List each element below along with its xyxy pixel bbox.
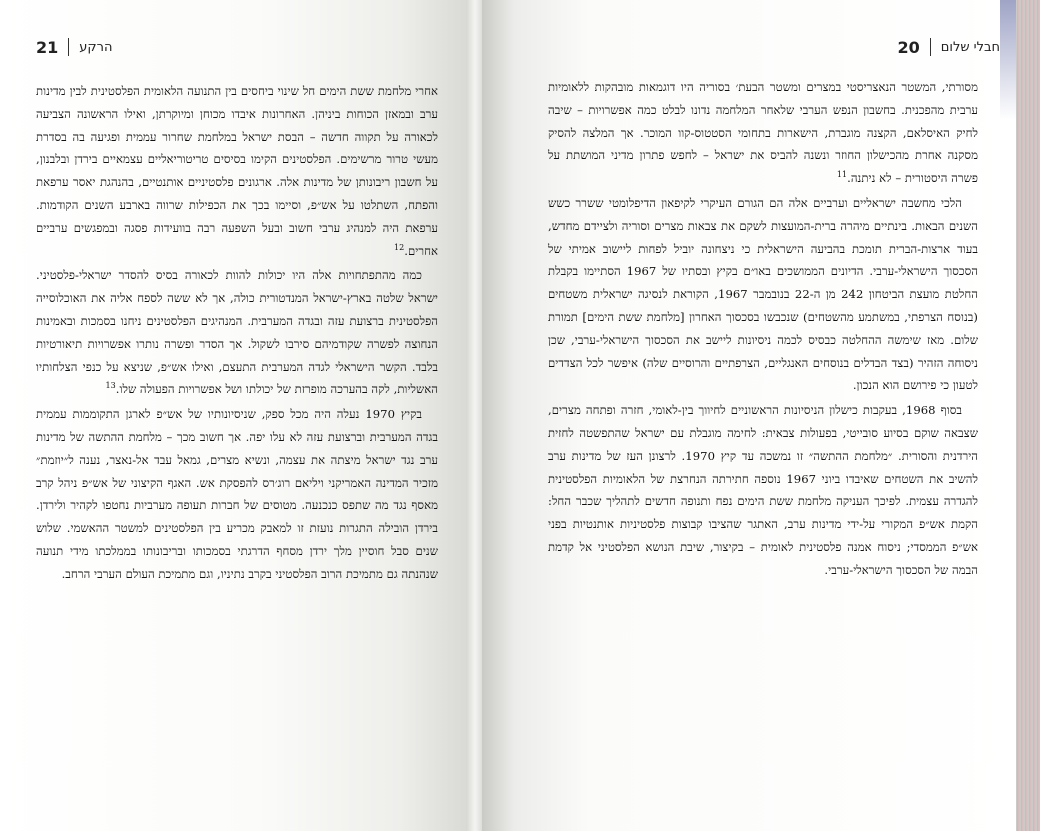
- running-title: חבלי שלום: [940, 39, 1000, 55]
- paragraph: כמה מהתפתחויות אלה היו יכולות להוות לכאורה בסיס להסדר ישראלי-פלסטיני. ישראל שלטה בארץ-ישראל המנדטורית כולה, אך לא ששה לספח אליה את האוכלוסייה הפלסטינית ברצועת עזה ובגדה המערבית. המנהיגים הפלסטינים ניחנו בסמכות ובאמינות הנחוצה לפשרה שקודמיהם סירבו לשקול. אך הסדר ופשרה נותרו אפשרויות תיאורטיות בלבד. הקשר הישראלי לגדה המערבית התעצם, ואילו אש״פ, שניצא על כנפי הצלחותיו האשליות, לקה בהערכה מופרזת של יכולתו ושל אפשרויות הפעולה שלו.$^{13}$: [36, 268, 438, 397]
- left-page-header: [36, 34, 236, 60]
- paragraph: מסורתי, המשטר הנאצריסטי במצרים ומשטר הבעת׳ בסוריה היו דוגמאות מובהקות ללאומיות ערבית מהפכנית. בחשבון הנפש הערבי שלאחר המלחמה נדונו לבלט כמה אפשרויות – שיבה לחיק האיסלאם, הקצנה מוגברת, הישארות בתחומי הסטטוס-קוו המוכר. אך המלצה להסיק מסקנה אחרת מהכישלון החוזר ונשנה להביס את ישראל – לחפש פתרון מדיני המושתת על פשרה היסטורית – לא ניתנה.$^{11}$: [548, 80, 978, 186]
- header-divider: [68, 38, 69, 56]
- page-number: 21: [36, 37, 59, 57]
- paragraph: אחרי מלחמת ששת הימים חל שינוי ביחסים בין התנועה הלאומית הפלסטינית לבין מדינות ערב ובמאזן הכוחות ביניהן. האחרונות איבדו מכוחן ומיוקרתן, ואילו הראשונה הצביעה לכאורה על תקווה חדשה – הבסת ישראל במלחמת שחרור עממית ופגיעה בה בסדרת מעשי טרור מרשימים. הפלסטינים הקימו בסיסים טריטוריאליים עצמאיים בירדן ובלבנון, על חשבון ריבונותן של מדינות אלה. ארגונים פלסטיניים אותנטיים, בהנהגת יאסר ערפאת והפתח, השתלטו על אש״פ, וסיימו בכך את הכפילות שרווה בארבע השנים הקודמות. ערפאת היה למנהיג ערבי חשוב ובעל השפעה רבה בוועידות פסגה ובמפגשים ערביים אחרים.$^{12}$: [36, 84, 438, 258]
- paragraph: בקיץ 1970 נעלה היה מכל ספק, שניסיונותיו של אש״פ לארגן התקוממות עממית בגדה המערבית וברצועת עזה לא עלו יפה. אך חשוב מכך – מלחמת ההתשה של מדינות ערב נגד ישראל מיצתה את עצמה, ונשיא מצרים, גמאל עבד אל-נאצר, נענה ל״יוזמת״ מזכיר המדינה האמריקני ויליאם רוג׳רס להפסקת אש. האגף הקיצוני של אש״פ ניהל קרב מאסף נגד מה שתפס כנכנעה. מטוסים של חברות תעופה מערביות נחטפו לקהיר ולירדן. בירדן הובילה התגרות נועזת זו למאבק מכריע בין הפלסטינים למשטר ההאשמי. שלוש שנים סבל חוסיין מלך ירדן מסחף הדרגתי בסמכותו ובריבונותו בממלכתו מידי תנועה שנהנתה גם מתמיכת הרוב הפלסטיני בקרב נתיניו, וגם מתמיכת העולם הערבי הרחב.: [36, 407, 438, 581]
- footnote-ref: 11: [836, 170, 848, 180]
- page-number: 20: [897, 37, 920, 57]
- paragraph: הלכי מחשבה ישראליים וערביים אלה הם הגורם העיקרי לקיפאון הדיפלומטי ששרר כשש השנים הבאות. בינתיים מיהרה ברית-המועצות לשקם את צבאות מצרים וסוריה ולציידם מחדש, בעוד ארצות-הברית תומכת בהביעה הישראלית כי ניצחונה יוביל לפחות ליישוב אמיתי של הסכסוך הישראלי-ערבי. הדיונים הממושכים באו״ם בקיץ ובסתיו של 1967 הסתיימו בקבלת החלטת מועצת הביטחון 242 מן ה-22 בנובמבר 1967, הקוראת לנסיגה ישראלית משטחים (בנוסח הצרפתי, במשתמע מהשטחים) שנכבשו בסכסוך האחרון [מלחמת ששת הימים] תמורת שלום. מאז שימשה ההחלטה כבסיס לכמה ניסיונות ליישב את הסכסוך הישראלי-ערבי, שכן ניסוחה הזהיר (בצד הבדלים בנוסחים האנגליים, הצרפתיים והרוסיים שלה) איפשר לכל הצדדים לטעון כי פירושם הוא הנכון.: [548, 195, 979, 393]
- running-title: הרקע: [79, 39, 113, 55]
- right-page-header: [800, 34, 1000, 60]
- left-page: [0, 0, 470, 831]
- footnote-ref: 13: [105, 381, 116, 391]
- footnote-ref: 12: [393, 242, 405, 252]
- left-page-body: [36, 80, 438, 586]
- page-edges: [1016, 0, 1040, 831]
- right-page-body: [548, 76, 978, 582]
- paragraph: בסוף 1968, בעקבות כישלון הניסיונות הראשוניים לחיווך בין-לאומי, חזרה ופתחה מצרים, שצבאה שוקם בסיוע סובייטי, בפעולות צבאית: לחימה מוגבלת עם ישראל שהתפשטה לחזית הירדנית והסורית. ״מלחמת ההתשה״ זו נמשכה עד קיץ 1970. לרצונן העז של מדינות ערב להשיב את השטחים שאיבדו ביוני 1967 נוספה חתירתה הנחרצת של הלאומיות הפלסטינית להגדרה עצמית. לפיכך העניקה מלחמת ששת הימים נפח ותנופה חדשים לתהליך שכבר החל: הקמת אש״פ המקורי על-ידי מדינות ערב, האתגר שהציבו קבוצות פלסטיניות אותנטיות בפני אש״פ הממסדי; ניסוח אמנה פלסטינית לאומית – בקיצור, שיבת הנושא הפלסטיני אל קדמת הבמה של הסכסוך הישראלי-ערבי.: [548, 403, 979, 577]
- header-divider: [930, 38, 931, 56]
